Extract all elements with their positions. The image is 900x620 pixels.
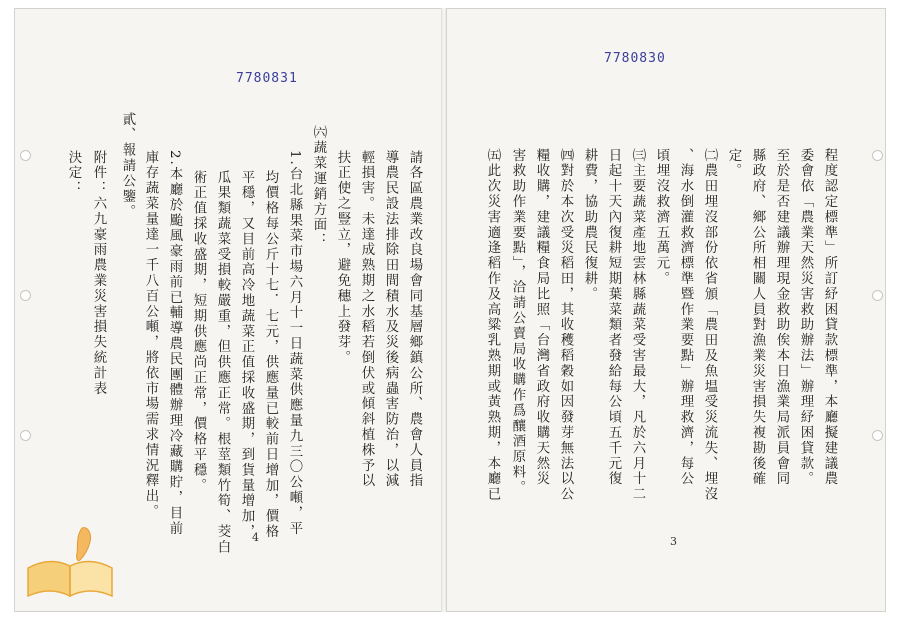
text-column: ㈣對於本次受災稻田，其收穫稻穀如因發芽無法以公	[558, 148, 573, 503]
text-column: 程度認定標準」所訂紓困貸款標準，本廳擬建議農	[822, 148, 837, 487]
text-column: 定。	[726, 148, 741, 179]
text-column: 1.台北縣果菜市場六月十一日蔬菜供應量九三〇公噸，平	[287, 150, 302, 537]
text-column: 庫存蔬菜量達一千八百公噸，將依市場需求情況釋出。	[143, 150, 158, 520]
text-column: 2.本廳於颱風豪雨前已輔導農民團體辦理冷藏購貯，目前	[167, 150, 182, 537]
text-column: 耕費，協助農民復耕。	[582, 148, 597, 302]
text-column: 均價格每公斤十七．七元，供應量已較前日增加，價格	[263, 170, 278, 540]
binder-hole	[20, 150, 31, 161]
text-column: ㈤此次災害適逢稻作及高粱乳熟期或黃熟期，本廳已	[485, 148, 500, 503]
text-column: 扶正使之豎立，避免穗上發芽。	[335, 150, 350, 366]
text-column: ㈡農田埋沒部份依省頒「農田及魚塭受災流失、埋沒	[702, 148, 717, 503]
archive-stamp-right: 7780830	[604, 51, 666, 66]
text-column: 委會依「農業天然災害救助辦法」辦理紓困貸款。	[798, 148, 813, 487]
binder-hole	[872, 290, 883, 301]
text-column: 日起十天內復耕短期葉菜類者發給每公頃五千元復	[606, 148, 621, 487]
text-column: 術正值採收盛期，短期供應尚正常，價格平穩。	[191, 170, 206, 494]
binder-hole	[20, 430, 31, 441]
text-column: 糧收購，建議糧食局比照「台灣省政府收購天然災	[534, 148, 549, 487]
text-column: 頃埋沒救濟五萬元。	[654, 148, 669, 287]
binder-hole	[20, 290, 31, 301]
text-column: ㈥蔬菜運銷方面：	[311, 125, 326, 249]
text-column: 導農民設法排除田間積水及災後病蟲害防治，以減	[383, 150, 398, 489]
book-logo-icon	[22, 520, 118, 600]
text-column: 貳、報請公鑒。	[120, 112, 135, 220]
binder-hole	[872, 430, 883, 441]
binder-hole	[872, 150, 883, 161]
text-column: 附件：六九豪雨農業災害損失統計表	[91, 150, 106, 397]
text-column: 請各區農業改良場會同基層鄉鎮公所、農會人員指	[407, 150, 422, 489]
text-column: 害救助作業要點」，洽請公賣局收購作爲釀酒原料。	[510, 148, 525, 496]
text-column: ㈢主要蔬菜產地雲林縣蔬菜受害最大，凡於六月十二	[630, 148, 645, 503]
archive-stamp-left: 7780831	[236, 71, 298, 86]
text-column: 縣政府、鄉公所相關人員對漁業災害損失複勘後確	[750, 148, 765, 487]
page-number-right: 3	[670, 535, 677, 548]
text-column: 瓜果類蔬菜受損較嚴重，但供應正常。根莖類竹筍、茭白	[215, 170, 230, 555]
text-column: 平穩，又目前高冷地蔬菜正值採收盛期，到貨量增加，	[239, 170, 254, 540]
text-column: 至於是否建議辦理現金救助俟本日漁業局派員會同	[774, 148, 789, 487]
text-column: 、海水倒灌救濟標準暨作業要點」辦理救濟，每公	[678, 148, 693, 487]
text-column: 決定：	[66, 150, 81, 197]
text-column: 輕損害。未達成熟期之水稻若倒伏或傾斜植株予以	[359, 150, 374, 489]
page-number-left: 4	[252, 531, 259, 544]
